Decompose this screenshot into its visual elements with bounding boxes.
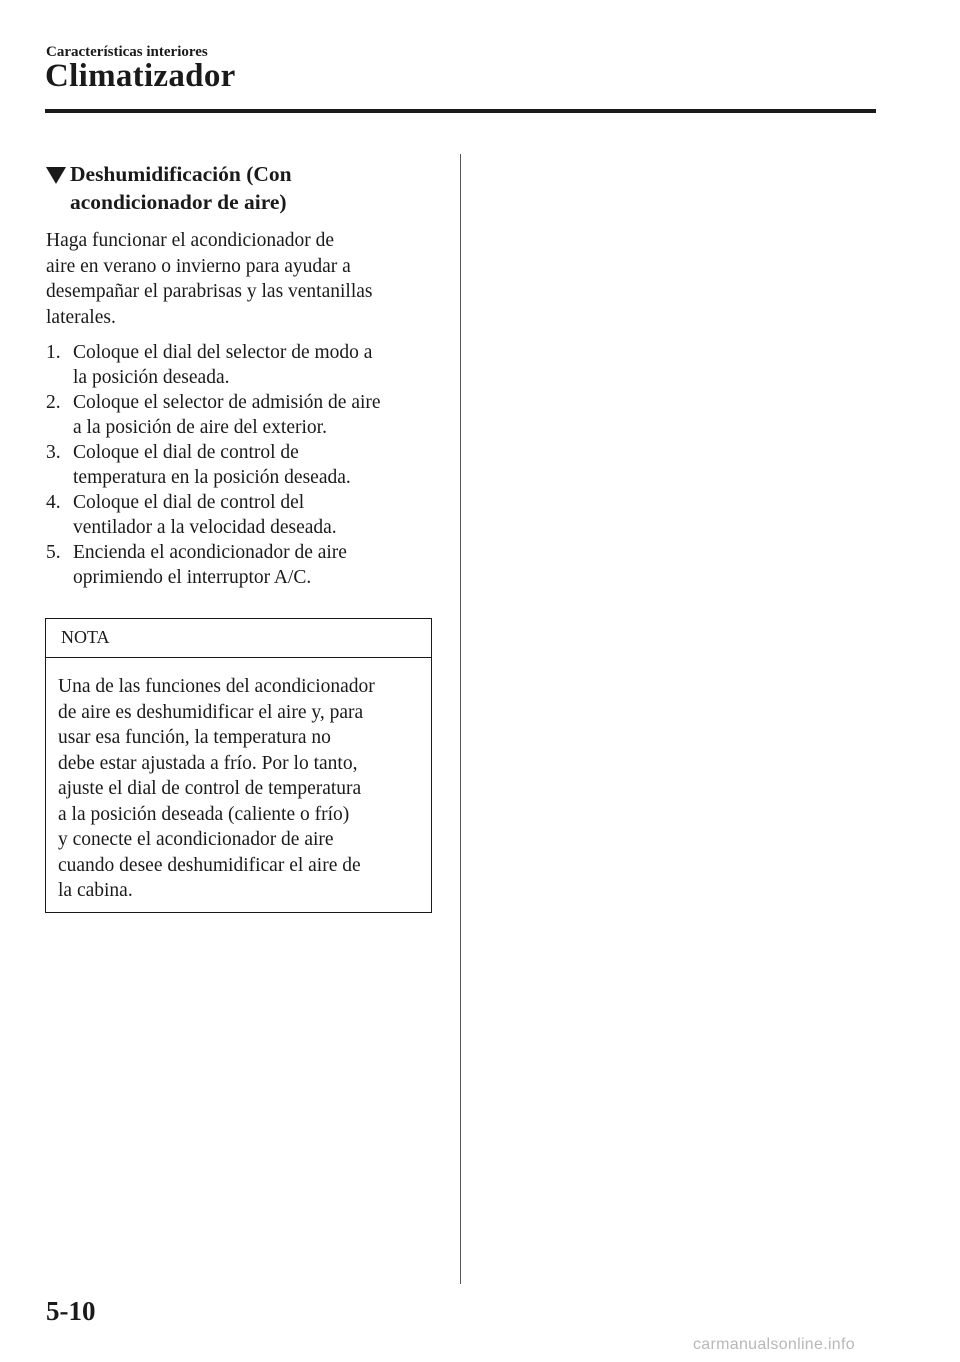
column-divider xyxy=(460,154,461,1284)
list-item xyxy=(46,540,446,590)
step-line: temperatura en la posición deseada. xyxy=(73,467,351,488)
intro-line: laterales. xyxy=(46,306,116,328)
step-number: 4. xyxy=(46,492,61,513)
page-number: 5-10 xyxy=(46,1296,96,1326)
step-line: oprimiendo el interruptor A/C. xyxy=(73,567,312,588)
intro-line: desempañar el parabrisas y las ventanillas xyxy=(46,281,373,302)
steps-list xyxy=(46,340,446,590)
list-item xyxy=(46,340,446,390)
step-number: 5. xyxy=(46,542,61,563)
note-line: de aire es deshumidificar el aire y, para xyxy=(58,701,364,723)
header-rule xyxy=(45,109,876,113)
step-line: Coloque el selector de admisión de aire xyxy=(73,392,381,413)
heading-line-2: acondicionador de aire) xyxy=(70,190,287,214)
note-label: NOTA xyxy=(61,627,110,647)
note-line: usar esa función, la temperatura no xyxy=(58,727,331,748)
step-number: 1. xyxy=(46,342,61,363)
triangle-down-icon xyxy=(46,167,66,184)
step-line: Coloque el dial de control del xyxy=(73,492,305,513)
step-line: a la posición de aire del exterior. xyxy=(73,417,327,438)
note-line: la cabina. xyxy=(58,880,133,901)
note-line: debe estar ajustada a frío. Por lo tanto, xyxy=(58,752,358,774)
note-line: ajuste el dial de control de temperatura xyxy=(58,778,362,799)
step-line: Coloque el dial del selector de modo a xyxy=(73,342,373,363)
list-item xyxy=(46,390,446,440)
step-line: ventilador a la velocidad deseada. xyxy=(73,517,337,538)
list-item xyxy=(46,440,446,490)
intro-line: aire en verano o invierno para ayudar a xyxy=(46,255,351,277)
heading-line-1: Deshumidificación (Con xyxy=(70,162,292,186)
step-line: la posición deseada. xyxy=(73,367,230,388)
note-header xyxy=(46,619,431,658)
step-number: 3. xyxy=(46,442,61,463)
section-label: Características interiores xyxy=(46,44,208,60)
step-line: Encienda el acondicionador de aire xyxy=(73,542,347,563)
note-line: Una de las funciones del acondicionador xyxy=(58,676,375,697)
list-item xyxy=(46,490,446,540)
note-line: a la posición deseada (caliente o frío) xyxy=(58,803,350,825)
intro-line: Haga funcionar el acondicionador de xyxy=(46,230,335,251)
note-line: cuando desee deshumidificar el aire de xyxy=(58,854,361,876)
intro-paragraph xyxy=(46,228,446,330)
note-body xyxy=(58,674,375,904)
watermark: carmanualsonline.info xyxy=(693,1336,855,1353)
step-line: Coloque el dial de control de xyxy=(73,442,299,463)
note-line: y conecte el acondicionador de aire xyxy=(58,829,334,850)
step-number: 2. xyxy=(46,392,61,413)
page-title: Climatizador xyxy=(45,58,236,94)
note-box xyxy=(45,618,432,913)
